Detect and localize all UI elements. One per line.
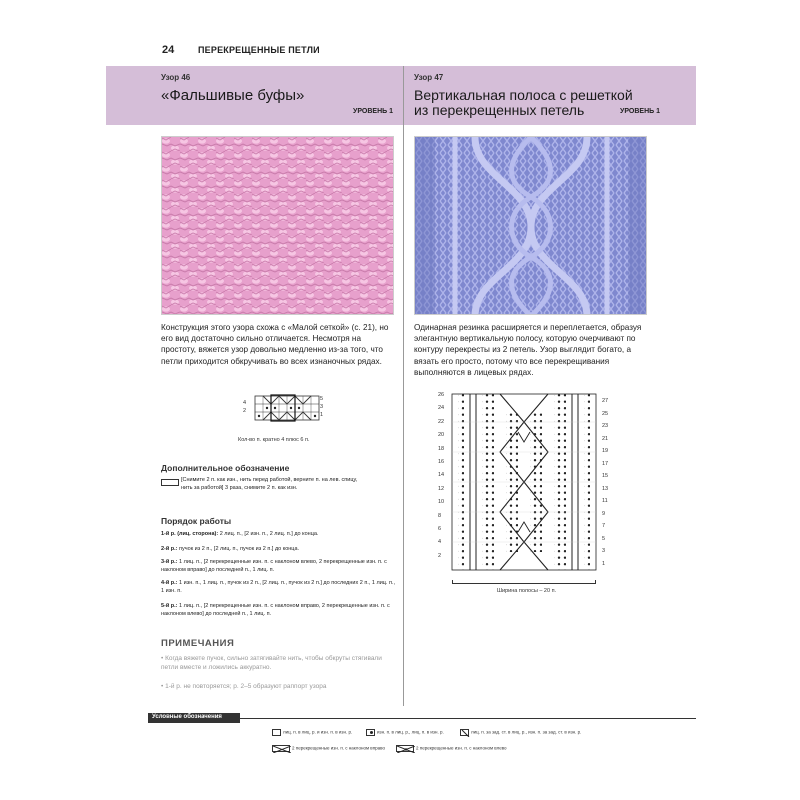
row-1: [161, 530, 396, 538]
pink-knit-photo: [161, 136, 394, 315]
legend-item-1: [272, 729, 352, 736]
level-left: УРОВЕНЬ 1: [353, 108, 394, 115]
rn-4: 4: [438, 539, 442, 546]
right-description: Одинарная резинка расширяется и переплетается, образуя элегантную вертикальную полосу, которую очерчивают по контуру перекресты из 2 петель. Узор выглядит богато, а вязать его просто, потому что все перекрещивания выполняются в лицевых рядах.: [414, 323, 642, 377]
row-4: [161, 579, 396, 595]
extra-symbol-text: [Снимите 2 п. как изн., нить перед работой, верните п. на лев. спицу, нить за работой] 3 раза, снимите 2 п. как изн.: [181, 477, 358, 491]
row-5-text: 1 лиц. п., [2 перекрещенные изн. п. с наклоном вправо, 2 перекрещенные изн. п. с наклоном влево] до последней п., 1 лиц. п.: [161, 603, 390, 617]
legend-item-5-text: 2 перекрещенные изн. п. с наклоном влево: [416, 745, 507, 751]
extra-symbol-icon: [161, 479, 179, 486]
width-bracket: [452, 580, 596, 584]
left-row-2: 2: [243, 408, 247, 414]
dot-cell-icon: [366, 729, 375, 736]
rn-24: 24: [438, 405, 445, 412]
twisted-stitch-icon: [460, 729, 469, 736]
rn-7: 7: [602, 523, 606, 529]
rn-9: 9: [602, 510, 606, 517]
left-row-3: 3: [320, 404, 324, 410]
rn-1: 1: [602, 560, 606, 567]
rn-27: 27: [602, 398, 609, 404]
legend-item-1-text: лиц. п. в лиц. р. и изн. п. в изн. р.: [283, 729, 353, 735]
row-3-label: 3-й р.:: [161, 559, 178, 565]
row-1-label: 1-й р. (лиц. сторона):: [161, 531, 219, 537]
row-2: [161, 545, 396, 553]
rn-26: 26: [438, 392, 445, 398]
rn-14: 14: [438, 472, 445, 479]
cross-left-icon: [396, 745, 414, 752]
level-right: УРОВЕНЬ 1: [620, 108, 661, 115]
legend-item-3-text: лиц. п. за зад. ст. в лиц. р., изн. п. за зад. ст. в изн. р.: [471, 729, 582, 735]
right-left-row-numbers: [438, 392, 448, 566]
left-chart-caption: Кол-во п. кратно 4 плюс 6 п.: [238, 437, 310, 443]
notes-header: ПРИМЕЧАНИЯ: [161, 638, 235, 649]
rn-2: 2: [438, 552, 442, 559]
left-chart: [245, 394, 325, 426]
rn-11: 11: [602, 498, 608, 504]
row-3-text: 1 лиц. п., [2 перекрещенные изн. п. с наклоном влево, 2 перекрещенные изн. п. с наклоном вправо] до последней п., 1 лиц. п.: [161, 559, 387, 573]
row-3: [161, 558, 396, 574]
row-2-label: 2-й р.:: [161, 546, 178, 552]
pattern-number-left: Узор 46: [161, 73, 191, 82]
row-5-label: 5-й р.:: [161, 603, 178, 609]
rn-23: 23: [602, 423, 609, 429]
column-divider: [403, 66, 404, 706]
legend-item-2: [366, 729, 444, 736]
rn-13: 13: [602, 485, 609, 492]
rn-5: 5: [602, 535, 606, 542]
rn-6: 6: [438, 525, 442, 532]
rn-17: 17: [602, 460, 609, 467]
pattern-title-right-line1: Вертикальная полоса с решеткой: [414, 87, 633, 103]
rn-10: 10: [438, 499, 445, 506]
note-2: • 1-й р. не повторяется; р. 2–5 образуют раппорт узора: [161, 683, 327, 690]
blue-knit-photo: [414, 136, 647, 315]
blank-cell-icon: [272, 729, 281, 736]
rn-25: 25: [602, 410, 609, 417]
legend-item-2-text: изн. п. в лиц. р., лиц. п. в изн. р.: [377, 729, 444, 735]
note-2-text: 1-й р. не повторяется; р. 2–5 образуют раппорт узора: [165, 683, 327, 690]
extra-symbol-header: Дополнительное обозначение: [161, 463, 290, 473]
left-row-4: 4: [243, 400, 247, 406]
row-5: [161, 602, 396, 618]
page-number: 24: [162, 44, 175, 56]
rn-18: 18: [438, 445, 445, 452]
rn-12: 12: [438, 485, 445, 492]
rn-19: 19: [602, 448, 609, 454]
legend-item-3: [460, 729, 581, 736]
rn-16: 16: [438, 458, 445, 465]
section-title: ПЕРЕКРЕЩЕННЫЕ ПЕТЛИ: [198, 45, 320, 55]
cross-right-icon: [272, 745, 290, 752]
right-chart: [448, 392, 600, 574]
left-row-5: 5: [320, 396, 324, 402]
rn-21: 21: [602, 435, 609, 442]
rn-8: 8: [438, 512, 442, 519]
rn-20: 20: [438, 432, 445, 439]
note-1: • Когда вяжете пучок, сильно затягивайте нить, чтобы обкруты стягивали петли вместе и ложились аккуратно.: [161, 655, 382, 671]
rn-15: 15: [602, 473, 609, 479]
pattern-title-left: «Фальшивые буфы»: [161, 87, 305, 104]
note-1-text: Когда вяжете пучок, сильно затягивайте нить, чтобы обкруты стягивали петли вместе и ложились аккуратно.: [161, 655, 382, 671]
row-2-text: пучок из 2 п., [2 лиц. п., пучок из 2 п.] до конца.: [177, 546, 300, 552]
pattern-number-right: Узор 47: [414, 73, 444, 82]
row-4-text: 1 изн. п., 1 лиц. п., пучок из 2 п., [2 лиц. п., пучок из 2 п.] до последних 2 п., 1 лиц. п., 1 изн. п.: [161, 580, 396, 594]
legend-item-4: [272, 745, 385, 752]
right-chart-caption: Ширина полосы – 20 п.: [497, 588, 557, 594]
right-right-row-numbers: [602, 398, 612, 573]
left-row-1: 1: [320, 412, 324, 418]
legend-item-4-text: 2 перекрещенные изн. п. с наклоном вправо: [292, 745, 385, 751]
legend-item-5: [396, 745, 507, 752]
row-1-text: 2 лиц. п., [2 изн. п., 2 лиц. п.] до конца.: [218, 531, 319, 537]
legend-title: Условные обозначения: [148, 713, 240, 723]
row-4-label: 4-й р.:: [161, 580, 178, 586]
pattern-title-right-line2: из перекрещенных петель: [414, 102, 585, 118]
order-header: Порядок работы: [161, 516, 232, 526]
rn-22: 22: [438, 418, 445, 425]
left-description: Конструкция этого узора схожа с «Малой сеткой» (с. 21), но его вид достаточно сильно отличается. Несмотря на простоту, вяжется узор довольно медленно из-за того, что петли приходится обкручивать во всех изнаночных рядах.: [161, 323, 389, 366]
rn-3: 3: [602, 548, 606, 554]
